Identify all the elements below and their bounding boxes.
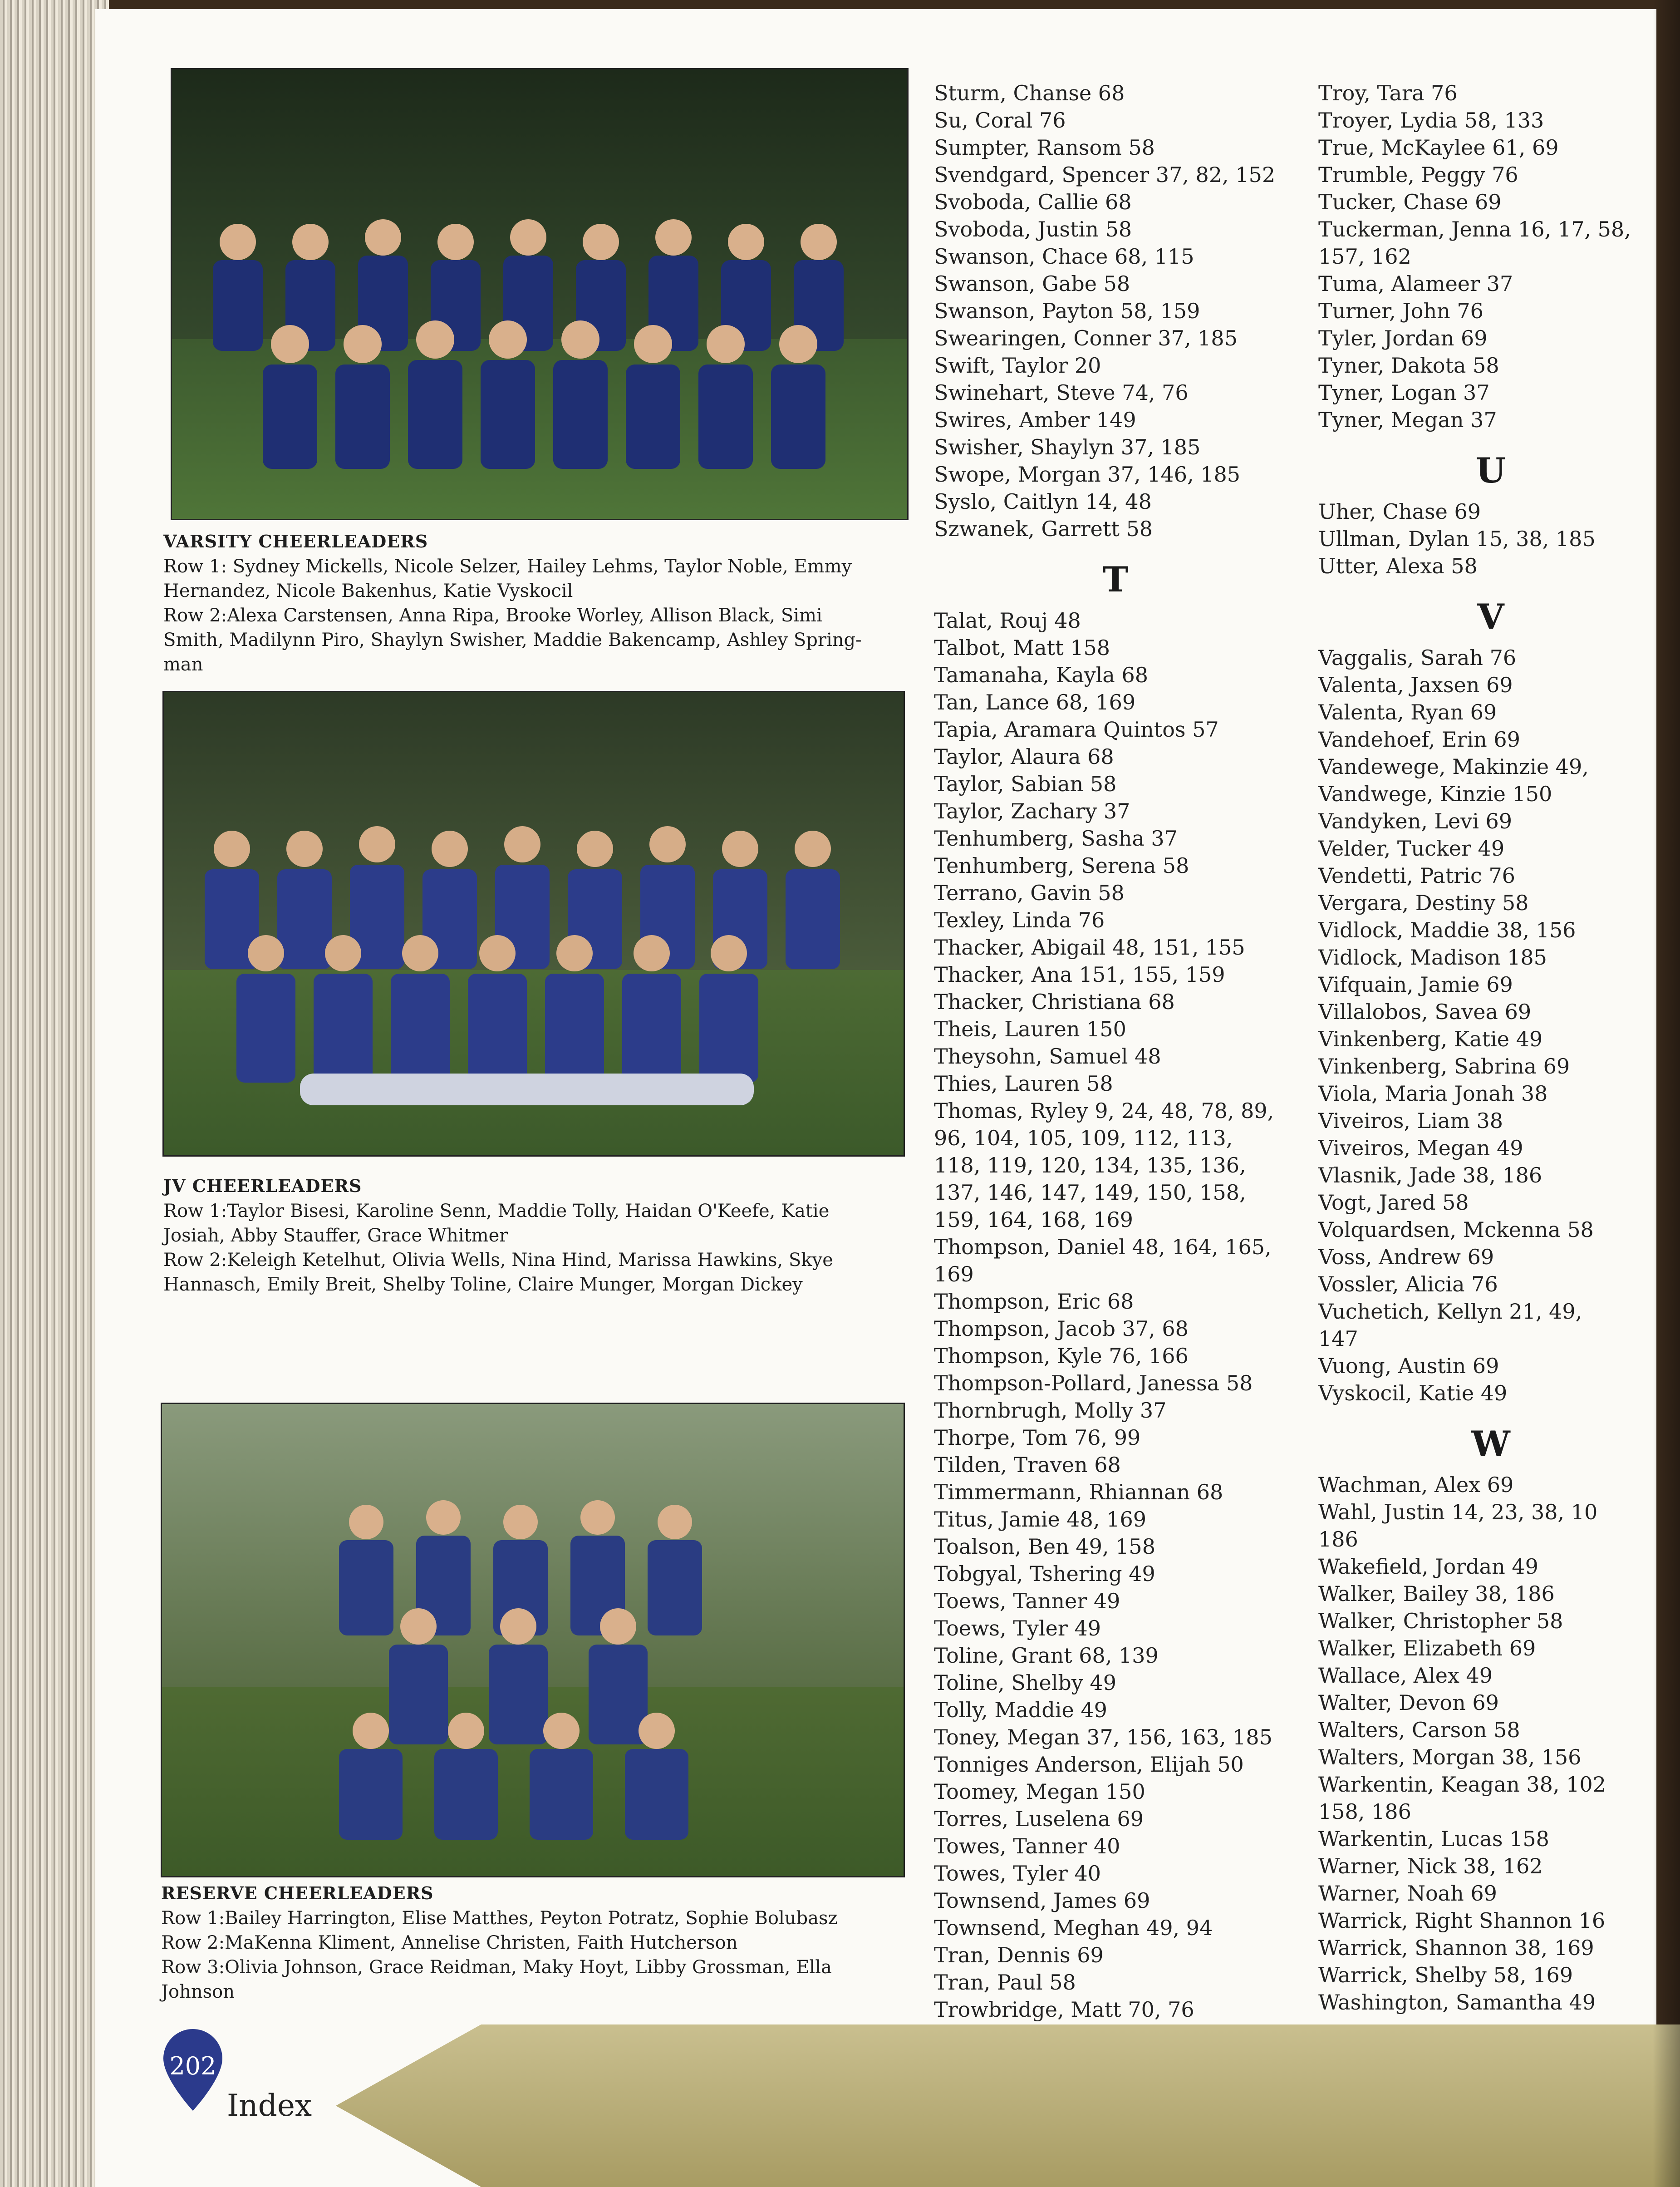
index-entry: Timmermann, Rhiannan 68: [934, 1480, 1223, 1504]
index-entry: Thomas, Ryley 9, 24, 48, 78, 89,: [934, 1098, 1274, 1123]
jv-photo: [162, 691, 905, 1157]
index-entry: Tolly, Maddie 49: [934, 1698, 1107, 1722]
index-entry: Sturm, Chanse 68: [934, 81, 1125, 105]
reserve-caption-line: Johnson: [161, 1981, 235, 2002]
reserve-group-illustration: [162, 1404, 904, 1876]
index-entry: Troy, Tara 76: [1318, 81, 1458, 105]
index-entry: Tenhumberg, Sasha 37: [934, 826, 1178, 851]
index-entry: Theis, Lauren 150: [934, 1017, 1126, 1041]
index-letter-heading: V: [1477, 596, 1504, 637]
index-entry: Viola, Maria Jonah 38: [1318, 1081, 1548, 1106]
index-entry: Swisher, Shaylyn 37, 185: [934, 435, 1201, 459]
index-entry: Walker, Bailey 38, 186: [1318, 1581, 1555, 1606]
index-entry: Tyler, Jordan 69: [1318, 326, 1488, 350]
index-entry: Vidlock, Madison 185: [1318, 945, 1547, 970]
index-entry: Toomey, Megan 150: [934, 1779, 1145, 1804]
index-entry: Swearingen, Conner 37, 185: [934, 326, 1238, 350]
index-entry: Tyner, Megan 37: [1318, 408, 1497, 432]
varsity-caption-line: Smith, Madilynn Piro, Shaylyn Swisher, Maddie Bakencamp, Ashley Spring-: [163, 630, 862, 650]
footer-banner: [336, 2024, 1680, 2187]
index-entry: Vifquain, Jamie 69: [1318, 972, 1513, 997]
index-entry: Velder, Tucker 49: [1318, 836, 1505, 861]
index-entry: Tonniges Anderson, Elijah 50: [934, 1752, 1244, 1777]
index-entry: Vinkenberg, Sabrina 69: [1318, 1054, 1570, 1079]
varsity-caption-title: VARSITY CHEERLEADERS: [163, 531, 428, 552]
index-entry: Vandewege, Makinzie 49,: [1318, 754, 1589, 779]
reserve-caption-line: Row 1:Bailey Harrington, Elise Matthes, Peyton Potratz, Sophie Bolubasz: [161, 1908, 838, 1929]
section-label: Index: [227, 2088, 312, 2123]
index-entry: Swift, Taylor 20: [934, 353, 1101, 378]
index-entry: 96, 104, 105, 109, 112, 113,: [934, 1126, 1233, 1150]
index-entry: Towes, Tyler 40: [934, 1861, 1101, 1886]
index-entry: Vogt, Jared 58: [1318, 1190, 1469, 1215]
reserve-caption-line: Row 2:MaKenna Kliment, Annelise Christen, Faith Hutcherson: [161, 1932, 738, 1953]
index-entry: Tenhumberg, Serena 58: [934, 853, 1189, 878]
index-entry: 159, 164, 168, 169: [934, 1207, 1133, 1232]
index-entry: Valenta, Jaxsen 69: [1318, 673, 1513, 697]
index-entry: Vendetti, Patric 76: [1318, 863, 1515, 888]
index-column-1: [934, 79, 1297, 2023]
varsity-caption-line: Hernandez, Nicole Bakenhus, Katie Vyskocil: [163, 581, 573, 601]
index-entry: Tuckerman, Jenna 16, 17, 58,: [1318, 217, 1631, 241]
varsity-caption: [163, 531, 908, 677]
index-entry: Troyer, Lydia 58, 133: [1318, 108, 1544, 133]
index-entry: Utter, Alexa 58: [1318, 554, 1478, 578]
index-entry: Thies, Lauren 58: [934, 1071, 1113, 1096]
index-entry: Vinkenberg, Katie 49: [1318, 1027, 1543, 1051]
jv-caption: [163, 1176, 908, 1297]
index-entry: Vlasnik, Jade 38, 186: [1318, 1163, 1542, 1187]
page-edge: [0, 0, 109, 2187]
index-entry: Warner, Nick 38, 162: [1318, 1854, 1543, 1878]
index-entry: Vuong, Austin 69: [1318, 1354, 1499, 1378]
index-entry: Sumpter, Ransom 58: [934, 135, 1155, 160]
index-entry: Taylor, Alaura 68: [934, 744, 1114, 769]
varsity-caption-line: Row 2:Alexa Carstensen, Anna Ripa, Brooke Worley, Allison Black, Simi: [163, 605, 822, 626]
index-entry: Svoboda, Callie 68: [934, 190, 1132, 214]
index-entry: Viveiros, Megan 49: [1318, 1136, 1523, 1160]
index-entry: 147: [1318, 1326, 1358, 1351]
index-entry: Vandwege, Kinzie 150: [1318, 782, 1552, 806]
index-entry: Taylor, Zachary 37: [934, 799, 1130, 823]
reserve-caption-line: Row 3:Olivia Johnson, Grace Reidman, Maky Hoyt, Libby Grossman, Ella: [161, 1957, 832, 1978]
jv-caption-line: Hannasch, Emily Breit, Shelby Toline, Claire Munger, Morgan Dickey: [163, 1274, 803, 1295]
index-entry: Vidlock, Maddie 38, 156: [1318, 918, 1576, 942]
index-entry: Washington, Samantha 49: [1318, 1990, 1596, 2015]
index-entry: Swanson, Gabe 58: [934, 271, 1130, 296]
index-entry: Thompson, Jacob 37, 68: [934, 1316, 1189, 1341]
index-entry: Swinehart, Steve 74, 76: [934, 380, 1189, 405]
index-entry: Voss, Andrew 69: [1318, 1245, 1494, 1269]
index-column-2: [1318, 79, 1663, 2016]
index-entry: Szwanek, Garrett 58: [934, 517, 1153, 541]
index-entry: Tran, Dennis 69: [934, 1943, 1104, 1967]
index-entry: Warrick, Shelby 58, 169: [1318, 1963, 1573, 1987]
index-entry: Swires, Amber 149: [934, 408, 1136, 432]
index-entry: Toney, Megan 37, 156, 163, 185: [934, 1725, 1272, 1749]
index-entry: Su, Coral 76: [934, 108, 1066, 133]
index-entry: Vyskocil, Katie 49: [1318, 1381, 1508, 1405]
index-entry: Tuma, Alameer 37: [1318, 271, 1513, 296]
index-entry: Thompson, Kyle 76, 166: [934, 1344, 1189, 1368]
index-entry: Warkentin, Lucas 158: [1318, 1827, 1549, 1851]
varsity-group-illustration: [172, 69, 907, 519]
index-entry: Swope, Morgan 37, 146, 185: [934, 462, 1241, 487]
index-entry: Terrano, Gavin 58: [934, 881, 1125, 905]
index-entry: Thacker, Christiana 68: [934, 990, 1175, 1014]
index-entry: Wahl, Justin 14, 23, 38, 10: [1318, 1500, 1598, 1524]
index-entry: Uher, Chase 69: [1318, 499, 1481, 524]
varsity-caption-line: man: [163, 654, 203, 675]
index-entry: Swanson, Chace 68, 115: [934, 244, 1194, 269]
varsity-caption-line: Row 1: Sydney Mickells, Nicole Selzer, Hailey Lehms, Taylor Noble, Emmy: [163, 556, 852, 577]
jv-caption-title: JV CHEERLEADERS: [163, 1176, 362, 1196]
index-entry: 186: [1318, 1527, 1358, 1552]
index-entry: Volquardsen, Mckenna 58: [1318, 1217, 1594, 1242]
index-entry: Trowbridge, Matt 70, 76: [934, 1997, 1194, 2022]
index-entry: Walker, Elizabeth 69: [1318, 1636, 1536, 1660]
index-entry: Vandyken, Levi 69: [1318, 809, 1513, 833]
index-entry: Swanson, Payton 58, 159: [934, 299, 1200, 323]
index-entry: 118, 119, 120, 134, 135, 136,: [934, 1153, 1246, 1177]
index-entry: Towes, Tanner 40: [934, 1834, 1120, 1858]
page-number: 202: [169, 2052, 216, 2080]
jv-caption-line: Josiah, Abby Stauffer, Grace Whitmer: [163, 1225, 508, 1246]
index-entry: Warner, Noah 69: [1318, 1881, 1497, 1906]
index-entry: 137, 146, 147, 149, 150, 158,: [934, 1180, 1246, 1205]
index-entry: Texley, Linda 76: [934, 908, 1105, 932]
index-entry: Taylor, Sabian 58: [934, 772, 1117, 796]
index-entry: Vuchetich, Kellyn 21, 49,: [1318, 1299, 1582, 1324]
index-letter-heading: T: [1102, 559, 1129, 600]
index-entry: Vossler, Alicia 76: [1318, 1272, 1498, 1296]
index-entry: Tobgyal, Tshering 49: [934, 1561, 1155, 1586]
index-entry: Thacker, Abigail 48, 151, 155: [934, 935, 1245, 960]
index-entry: Townsend, Meghan 49, 94: [934, 1916, 1213, 1940]
index-entry: Warrick, Shannon 38, 169: [1318, 1936, 1594, 1960]
reserve-photo: [161, 1403, 905, 1877]
index-entry: Theysohn, Samuel 48: [934, 1044, 1161, 1069]
index-entry: Tyner, Dakota 58: [1318, 353, 1499, 378]
index-entry: Thompson-Pollard, Janessa 58: [934, 1371, 1253, 1395]
index-entry: Toline, Grant 68, 139: [934, 1643, 1159, 1668]
index-entry: Tapia, Aramara Quintos 57: [934, 717, 1219, 742]
varsity-photo: [171, 68, 909, 520]
index-entry: Talbot, Matt 158: [934, 635, 1110, 660]
index-entry: Walters, Carson 58: [1318, 1718, 1520, 1742]
index-entry: 157, 162: [1318, 244, 1411, 269]
index-entry: Valenta, Ryan 69: [1318, 700, 1497, 724]
index-entry: Trumble, Peggy 76: [1318, 163, 1518, 187]
index-entry: Wakefield, Jordan 49: [1318, 1554, 1538, 1579]
index-entry: Wachman, Alex 69: [1318, 1473, 1514, 1497]
index-entry: Tran, Paul 58: [934, 1970, 1076, 1995]
index-entry: Vaggalis, Sarah 76: [1318, 645, 1517, 670]
index-entry: Syslo, Caitlyn 14, 48: [934, 489, 1152, 514]
index-entry: Talat, Rouj 48: [934, 608, 1081, 633]
index-entry: Tyner, Logan 37: [1318, 380, 1490, 405]
reserve-caption: [161, 1883, 905, 2004]
index-entry: Toews, Tanner 49: [934, 1589, 1120, 1613]
index-entry: Warrick, Right Shannon 16: [1318, 1908, 1606, 1933]
jv-group-illustration: [164, 692, 904, 1155]
index-entry: Villalobos, Savea 69: [1318, 1000, 1532, 1024]
page-curve-shadow: [1653, 0, 1680, 2187]
index-entry: Thacker, Ana 151, 155, 159: [934, 962, 1225, 987]
index-entry: Toline, Shelby 49: [934, 1670, 1116, 1695]
index-letter-heading: W: [1471, 1424, 1510, 1464]
index-entry: Thompson, Daniel 48, 164, 165,: [934, 1235, 1272, 1259]
index-entry: Thornbrugh, Molly 37: [934, 1398, 1167, 1423]
index-entry: Svendgard, Spencer 37, 82, 152: [934, 163, 1276, 187]
index-entry: Warkentin, Keagan 38, 102: [1318, 1772, 1606, 1797]
index-entry: Vandehoef, Erin 69: [1318, 727, 1520, 752]
index-entry: Vergara, Destiny 58: [1318, 891, 1529, 915]
index-entry: Thorpe, Tom 76, 99: [934, 1425, 1141, 1450]
index-entry: Turner, John 76: [1318, 299, 1484, 323]
jv-caption-line: Row 1:Taylor Bisesi, Karoline Senn, Maddie Tolly, Haidan O'Keefe, Katie: [163, 1201, 830, 1222]
index-entry: Svoboda, Justin 58: [934, 217, 1132, 241]
index-entry: 169: [934, 1262, 974, 1286]
index-entry: Tamanaha, Kayla 68: [934, 663, 1148, 687]
index-entry: Toews, Tyler 49: [934, 1616, 1101, 1640]
index-entry: Townsend, James 69: [934, 1888, 1150, 1913]
index-entry: Viveiros, Liam 38: [1318, 1108, 1503, 1133]
index-letter-heading: U: [1475, 450, 1506, 491]
index-entry: Thompson, Eric 68: [934, 1289, 1134, 1314]
index-entry: Ullman, Dylan 15, 38, 185: [1318, 527, 1596, 551]
jv-caption-line: Row 2:Keleigh Ketelhut, Olivia Wells, Nina Hind, Marissa Hawkins, Skye: [163, 1250, 833, 1271]
index-entry: Tan, Lance 68, 169: [934, 690, 1136, 714]
index-entry: Walter, Devon 69: [1318, 1690, 1499, 1715]
index-entry: Torres, Luselena 69: [934, 1807, 1144, 1831]
index-entry: Toalson, Ben 49, 158: [934, 1534, 1155, 1559]
index-entry: Tilden, Traven 68: [934, 1453, 1121, 1477]
index-entry: Walker, Christopher 58: [1318, 1609, 1563, 1633]
index-entry: Titus, Jamie 48, 169: [934, 1507, 1146, 1532]
index-entry: Wallace, Alex 49: [1318, 1663, 1493, 1688]
index-entry: True, McKaylee 61, 69: [1318, 135, 1559, 160]
index-entry: Walters, Morgan 38, 156: [1318, 1745, 1582, 1769]
index-entry: Tucker, Chase 69: [1318, 190, 1502, 214]
reserve-caption-title: RESERVE CHEERLEADERS: [161, 1883, 434, 1903]
index-entry: 158, 186: [1318, 1799, 1411, 1824]
